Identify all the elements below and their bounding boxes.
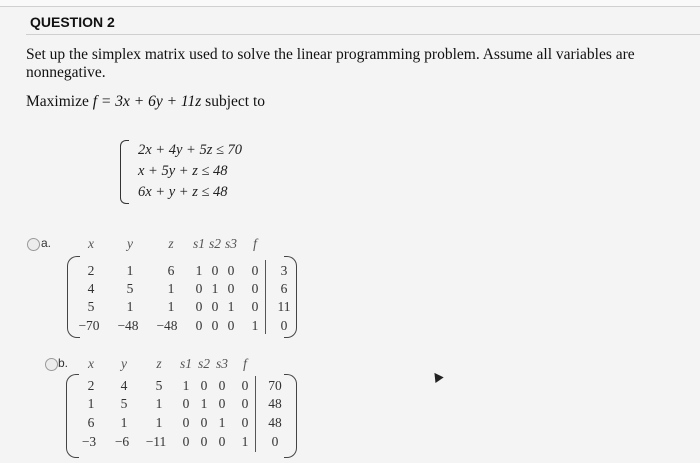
b-r1-c3: 5 bbox=[155, 378, 163, 393]
constraint-system bbox=[120, 140, 280, 208]
objective-function: f = 3x + 6y + 11z bbox=[92, 93, 202, 110]
objective-line bbox=[26, 93, 265, 111]
a-r1-c7: 0 bbox=[251, 263, 259, 278]
b-r2-c6: 0 bbox=[218, 396, 226, 411]
b-r2-c7: 0 bbox=[241, 396, 249, 411]
b-r1-c8: 70 bbox=[268, 378, 282, 393]
a-r3-c5: 0 bbox=[211, 299, 219, 314]
a-r4-c2: −48 bbox=[117, 318, 139, 333]
header-y: y bbox=[121, 356, 127, 371]
b-r3-c2: 1 bbox=[120, 415, 128, 430]
b-r1-c6: 0 bbox=[218, 378, 226, 393]
option-a-radio[interactable] bbox=[27, 238, 40, 251]
a-r3-c2: 1 bbox=[126, 299, 134, 314]
header-f: f bbox=[253, 236, 257, 251]
a-r1-c5: 0 bbox=[211, 263, 219, 278]
header-z: z bbox=[168, 236, 174, 251]
header-s2: s2 bbox=[208, 236, 221, 251]
b-r2-c1: 1 bbox=[87, 396, 95, 411]
a-r4-c5: 0 bbox=[211, 318, 219, 333]
b-r2-c5: 1 bbox=[200, 396, 208, 411]
a-r4-c4: 0 bbox=[195, 318, 203, 333]
b-r4-c2: −6 bbox=[114, 434, 130, 449]
a-r1-c1: 2 bbox=[87, 263, 95, 278]
b-r1-c2: 4 bbox=[120, 378, 128, 393]
b-r3-c8: 48 bbox=[268, 415, 282, 430]
a-r4-c7: 1 bbox=[251, 318, 259, 333]
header-s2: s2 bbox=[197, 356, 210, 371]
b-r4-c5: 0 bbox=[200, 434, 208, 449]
header-s1: s1 bbox=[192, 236, 205, 251]
top-border bbox=[0, 0, 700, 7]
header-y: y bbox=[127, 236, 133, 251]
a-r1-c4: 1 bbox=[195, 263, 203, 278]
a-r3-c8: 11 bbox=[277, 299, 291, 314]
instruction-text: Set up the simplex matrix used to solve the linear programming problem. Assume all variables are nonnegative. bbox=[26, 46, 635, 81]
a-r2-c6: 0 bbox=[227, 281, 235, 296]
a-r3-c3: 1 bbox=[167, 299, 175, 314]
constraint-1: 2x + 4y + 5z ≤ 70 bbox=[138, 142, 243, 158]
a-r2-c7: 0 bbox=[251, 281, 259, 296]
b-r1-c4: 1 bbox=[182, 378, 190, 393]
b-r1-c5: 0 bbox=[200, 378, 208, 393]
header-x: x bbox=[88, 236, 94, 251]
a-r4-c1: −70 bbox=[78, 318, 100, 333]
header-s3: s3 bbox=[224, 236, 237, 251]
objective-suffix: subject to bbox=[201, 93, 266, 110]
option-b-radio[interactable] bbox=[45, 358, 58, 371]
option-a-label: a. bbox=[41, 236, 52, 250]
a-r4-c3: −48 bbox=[156, 318, 178, 333]
a-r2-c3: 1 bbox=[167, 281, 175, 296]
b-r4-c3: −11 bbox=[145, 434, 167, 449]
b-r1-c7: 0 bbox=[241, 378, 249, 393]
a-r1-c6: 0 bbox=[227, 263, 235, 278]
b-r4-c1: −3 bbox=[81, 434, 97, 449]
a-r3-c6: 1 bbox=[227, 299, 235, 314]
b-r2-c2: 5 bbox=[120, 396, 128, 411]
a-r1-c8: 3 bbox=[280, 263, 288, 278]
b-r3-c7: 0 bbox=[241, 415, 249, 430]
header-s1: s1 bbox=[179, 356, 192, 371]
b-r3-c4: 0 bbox=[182, 415, 190, 430]
b-r4-c6: 0 bbox=[218, 434, 226, 449]
a-r2-c8: 6 bbox=[280, 281, 288, 296]
mouse-cursor-icon bbox=[430, 370, 443, 383]
b-r3-c3: 1 bbox=[155, 415, 163, 430]
b-r4-c4: 0 bbox=[182, 434, 190, 449]
a-r3-c4: 0 bbox=[195, 299, 203, 314]
header-x: x bbox=[88, 356, 94, 371]
b-r2-c3: 1 bbox=[155, 396, 163, 411]
header-z: z bbox=[156, 356, 162, 371]
a-r3-c1: 5 bbox=[87, 299, 95, 314]
constraint-brace bbox=[120, 140, 129, 204]
objective-prefix: Maximize bbox=[26, 93, 93, 110]
b-r4-c7: 1 bbox=[241, 434, 249, 449]
a-r3-c7: 0 bbox=[251, 299, 259, 314]
b-r4-c8: 0 bbox=[271, 434, 279, 449]
question-title: QUESTION 2 bbox=[30, 14, 115, 30]
header-f: f bbox=[243, 356, 247, 371]
a-r2-c2: 5 bbox=[126, 281, 134, 296]
b-r3-c1: 6 bbox=[87, 415, 95, 430]
a-r1-c2: 1 bbox=[126, 263, 134, 278]
b-r2-c8: 48 bbox=[268, 396, 282, 411]
b-r3-c6: 1 bbox=[218, 415, 226, 430]
title-divider bbox=[26, 34, 700, 35]
a-r2-c5: 1 bbox=[211, 281, 219, 296]
constraint-3: 6x + y + z ≤ 48 bbox=[138, 184, 228, 200]
b-r3-c5: 0 bbox=[200, 415, 208, 430]
b-r1-c1: 2 bbox=[87, 378, 95, 393]
a-r4-c8: 0 bbox=[280, 318, 288, 333]
constraint-2: x + 5y + z ≤ 48 bbox=[138, 163, 228, 179]
b-r2-c4: 0 bbox=[182, 396, 190, 411]
a-r2-c4: 0 bbox=[195, 281, 203, 296]
a-r4-c6: 0 bbox=[227, 318, 235, 333]
a-r1-c3: 6 bbox=[167, 263, 175, 278]
header-s3: s3 bbox=[215, 356, 228, 371]
a-r2-c1: 4 bbox=[87, 281, 95, 296]
option-b-label: b. bbox=[58, 356, 69, 370]
